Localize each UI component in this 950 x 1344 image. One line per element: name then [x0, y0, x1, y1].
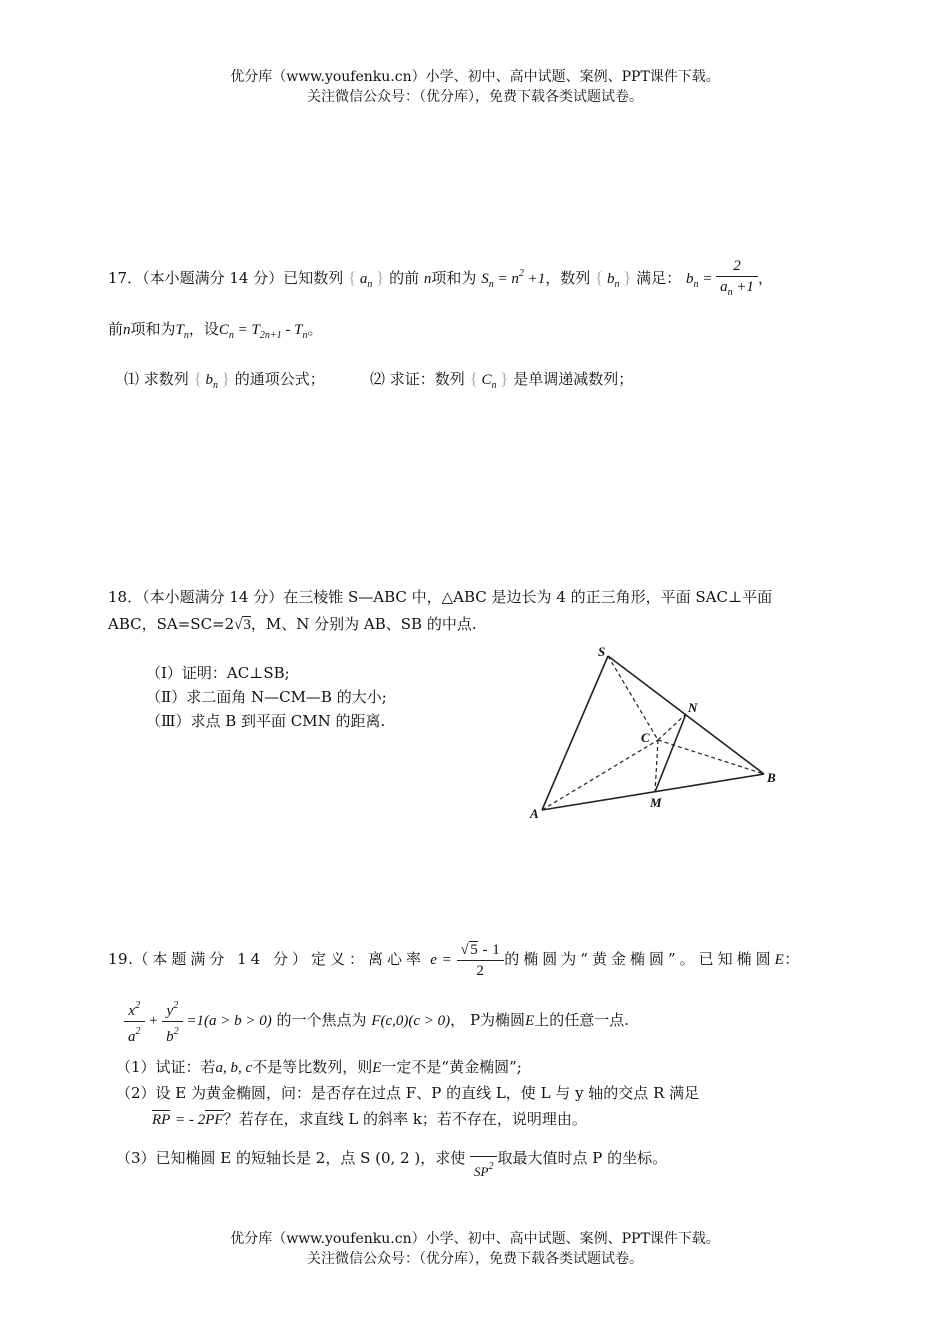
q17-period: 。 [307, 320, 323, 338]
formula-cn: $C_n = T_{2n+1} - T_n$ [218, 322, 308, 341]
q17-line2-pre: 前 [108, 320, 124, 338]
ellipse-equation: $\frac{x^2}{a^2}$ + $\frac{y^2}{b^2}$ =1(a > b > 0) [124, 1013, 272, 1029]
q17-part-1: ⑴ 求数列 { $b_n$ } 的通项公式； [124, 369, 325, 391]
seq-cn: { $C_n$ } [469, 369, 509, 391]
q18-part-1: （Ⅰ）证明：AC⊥SB; [146, 664, 290, 682]
bn-denominator: $a_n +1$ [720, 279, 754, 298]
var-tn: $T_n$ [175, 322, 189, 341]
edge-AC [542, 740, 658, 810]
q17-text-3: ，数列 [545, 268, 591, 287]
q18-part-2: （Ⅱ）求二面角 N—CM—B 的大小; [146, 688, 387, 706]
bn-numerator: 2 [716, 256, 758, 277]
q17-line-1 [108, 256, 773, 303]
edge-CN [658, 714, 686, 740]
q17-text-1: 的前 [389, 268, 420, 287]
eccentricity: e = $\frac{√5 - 1}{2}$ [430, 952, 504, 968]
q17-text-4: 满足： [636, 268, 682, 287]
label-M: M [650, 795, 662, 810]
footer-line-1: 优分库（www.youfenku.cn）小学、初中、高中试题、案例、PPT课件下载。 [230, 1231, 720, 1247]
header-line-1: 优分库（www.youfenku.cn）小学、初中、高中试题、案例、PPT课件下载。 [230, 69, 720, 85]
label-B: B [767, 770, 776, 785]
vector-RP: RP [152, 1112, 171, 1128]
q17-line2-text-1: 项和为 [130, 320, 176, 338]
q17-score: （本小题满分 14 分）已知数列 [142, 268, 344, 287]
q19-line-1: 19.（本题满分 14 分）定义：离心率 e = $\frac{√5 - 1}{2}$ 的椭圆为“黄金椭圆”。已知椭圆E： [108, 942, 800, 979]
edge-MN [655, 714, 686, 792]
var-n: n [423, 270, 432, 287]
q18-line-2: ABC，SA=SC=2√3，M、N 分别为 AB、SB 的中点. [108, 615, 477, 633]
header-line-2: 关注微信公众号：（优分库），免费下载各类试题试卷。 [307, 89, 643, 105]
q17-part-2: ⑵ 求证：数列 { $C_n$ } 是单调递减数列； [370, 369, 634, 391]
seq-an: { $a_n$ } [348, 267, 385, 290]
label-A: A [530, 806, 539, 821]
q17-comma: ， [757, 268, 773, 287]
vector-PF: PF [205, 1112, 224, 1128]
edge-SC [608, 656, 658, 740]
q17-line-2 [108, 318, 322, 347]
sqrt-three: √3 [234, 617, 251, 633]
sp-squared: $SP^2$ [474, 1161, 494, 1179]
label-C: C [641, 730, 650, 745]
footer-line-2: 关注微信公众号：（优分库），免费下载各类试题试卷。 [307, 1251, 643, 1267]
formula-sn: $S_n = n^2 +1$ [481, 267, 546, 290]
q17-text-2: 项和为 [431, 268, 477, 287]
q19-sub-1: （1）试证：若a, b, c不是等比数列，则E一定不是“黄金椭圆”; [116, 1058, 522, 1076]
label-S: S [598, 644, 606, 659]
pyramid-figure [520, 640, 790, 830]
seq-bn: { $b_n$ } [595, 267, 632, 290]
edge-SA [542, 656, 608, 810]
q19-sub-2-cont: RP = - 2PF？若存在，求直线 L 的斜率 k；若不存在，说明理由。 [152, 1110, 587, 1128]
q17-number: 17． [108, 268, 143, 287]
formula-bn: $b_n$ = $\frac{2}{a_n +1}$ [686, 271, 758, 287]
q19-line-2: $\frac{x^2}{a^2}$ + $\frac{y^2}{b^2}$ =1(a > b > 0) 的一个焦点为 F(c,0)(c > 0)， P为椭圆E上的任意一点. [124, 996, 629, 1047]
var-n-2: n [123, 322, 131, 338]
q18-part-3: （Ⅲ）求点 B 到平面 CMN 的距离. [146, 712, 386, 730]
label-N: N [688, 700, 698, 715]
seq-bn-2: { $b_n$ } [193, 369, 230, 391]
q19-sub-3: （3）已知椭圆 E 的短轴长是 2，点 S (0, 2 )，求使 $SP^2$ 取最大值时点 P 的坐标。 [116, 1136, 667, 1182]
q17-line2-text-2: ，设 [188, 320, 219, 338]
edge-CB [658, 740, 764, 774]
point-P: P [469, 1010, 481, 1029]
q18-line-1: 18．（本小题满分 14 分）在三棱锥 S—ABC 中，△ABC 是边长为 4 的正三角形，平面 SAC⊥平面 [108, 588, 773, 606]
q19-sub-2: （2）设 E 为黄金椭圆，问：是否存在过点 F、P 的直线 L，使 L 与 y 轴的交点 R 满足 [116, 1084, 700, 1102]
focus-point: F(c,0)(c > 0) [371, 1012, 451, 1029]
